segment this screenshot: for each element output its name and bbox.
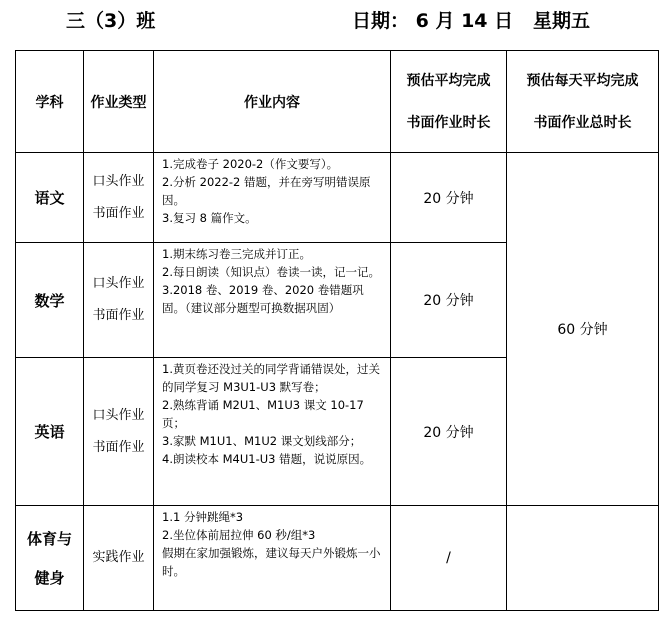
type-label: 书面作业 — [92, 308, 145, 323]
header-total-line2: 书面作业总时长 — [533, 114, 632, 131]
subject-cell — [16, 506, 84, 611]
content-line: 2.分析 2022-2 错题，并在旁写明错误原因。 — [162, 175, 371, 207]
type-label: 口头作业 — [92, 276, 145, 291]
duration-cell: 20 分钟 — [391, 153, 507, 243]
type-cell — [84, 153, 154, 243]
header-row — [16, 51, 659, 153]
type-label: 口头作业 — [92, 407, 145, 423]
class-name: 三（3）班 — [66, 10, 156, 32]
content-line: 1.黄页卷还没过关的同学背诵错误处，过关的同学复习 M3U1-U3 默写卷； — [162, 362, 380, 394]
type-cell — [84, 358, 154, 506]
header-subject: 学科 — [16, 51, 84, 153]
type-label: 书面作业 — [92, 205, 145, 221]
homework-table — [15, 50, 659, 611]
content-line: 2.熟练背诵 M2U1、M1U3 课文 10-17 页； — [162, 398, 364, 430]
header-total — [507, 51, 659, 153]
content-line: 假期在家加强锻炼，建议每天户外锻炼一小时。 — [162, 546, 381, 578]
table-row — [16, 506, 659, 611]
content-line: 3.2018 卷、2019 卷、2020 卷错题巩固。（建议部分题型可换数据巩固） — [162, 283, 364, 315]
header-duration — [391, 51, 507, 153]
subject-line: 健身 — [34, 569, 65, 587]
content-line: 1.期末练习卷三完成并订正。 — [162, 247, 311, 261]
content-line: 2.坐位体前屈拉伸 60 秒/组*3 — [162, 528, 316, 542]
content-line: 3.家默 M1U1、M1U2 课文划线部分； — [162, 434, 362, 448]
date-line: 日期： 6 月 14 日 星期五 — [352, 10, 590, 32]
subject-cell: 英语 — [16, 358, 84, 506]
header-total-line1: 预估每天平均完成 — [526, 72, 639, 89]
subject-cell: 数学 — [16, 243, 84, 358]
total-empty-cell — [507, 506, 659, 611]
content-cell — [154, 506, 391, 611]
subject-cell: 语文 — [16, 153, 84, 243]
content-line: 2.每日朗读（知识点）卷读一读，记一记。 — [162, 265, 380, 279]
content-cell — [154, 243, 391, 358]
content-line: 1.完成卷子 2020-2（作文要写）。 — [162, 157, 339, 171]
type-label: 口头作业 — [92, 173, 145, 189]
table-row — [16, 153, 659, 243]
content-line: 3.复习 8 篇作文。 — [162, 211, 257, 225]
header-duration-line2: 书面作业时长 — [406, 114, 491, 131]
content-cell — [154, 153, 391, 243]
page-header — [0, 4, 663, 38]
duration-cell: / — [391, 506, 507, 611]
content-line: 4.朗读校本 M4U1-U3 错题，说说原因。 — [162, 452, 372, 466]
total-duration-cell: 60 分钟 — [507, 153, 659, 506]
content-cell — [154, 358, 391, 506]
header-duration-line1: 预估平均完成 — [406, 72, 491, 89]
duration-cell: 20 分钟 — [391, 358, 507, 506]
header-content: 作业内容 — [154, 51, 391, 153]
type-cell — [84, 506, 154, 611]
header-type: 作业类型 — [84, 51, 154, 153]
type-label: 实践作业 — [92, 550, 145, 565]
subject-line: 体育与 — [26, 530, 72, 548]
type-cell — [84, 243, 154, 358]
content-line: 1.1 分钟跳绳*3 — [162, 510, 244, 524]
duration-cell: 20 分钟 — [391, 243, 507, 358]
type-label: 书面作业 — [92, 439, 145, 455]
